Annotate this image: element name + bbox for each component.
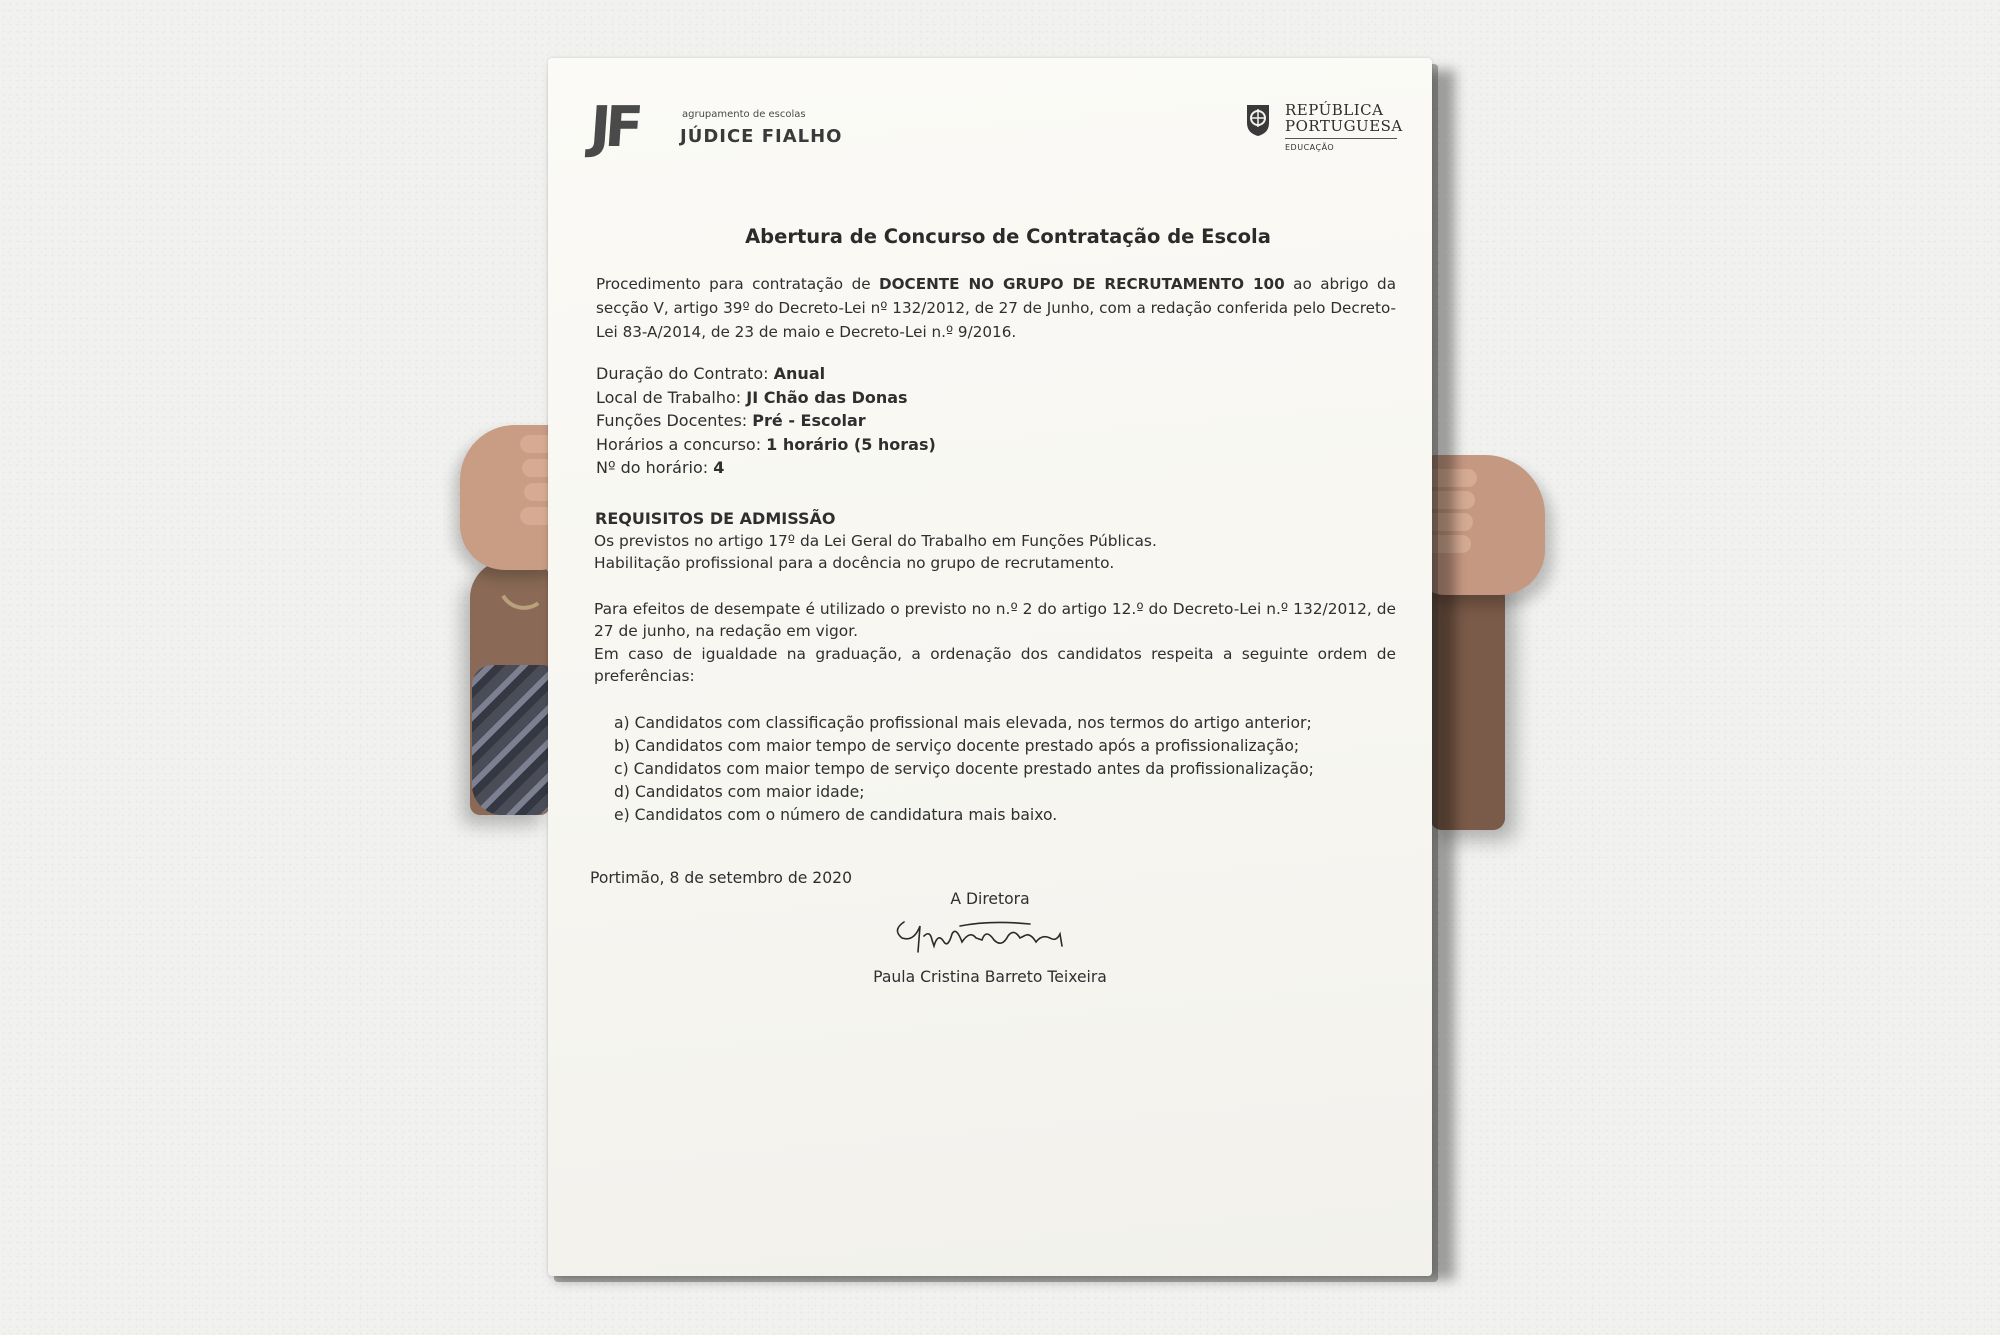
signature-block (820, 890, 1160, 986)
school-name: JÚDICE FIALHO (680, 126, 843, 147)
detail-value: Anual (773, 364, 826, 383)
detail-row (596, 362, 1396, 386)
place-date: Portimão, 8 de setembro de 2020 (590, 868, 852, 887)
detail-label: Funções Docentes: (596, 411, 753, 430)
detail-row (596, 456, 1396, 480)
detail-label: Local de Trabalho: (596, 387, 747, 407)
requirement-item: Os previstos no artigo 17º da Lei Geral do Trabalho em Funções Públicas. (594, 531, 1157, 550)
document-body (590, 225, 1396, 887)
handwritten-signature (890, 912, 1090, 962)
detail-label: Nº do horário: (596, 458, 714, 477)
requirements-heading: REQUISITOS DE ADMISSÃO (595, 508, 836, 528)
detail-row (596, 433, 1396, 457)
detail-value: 1 horário (5 horas) (766, 434, 936, 454)
tiebreak-paragraph: Para efeitos de desempate é utilizado o previsto no n.º 2 do artigo 12.º do Decreto-Lei n.º 132/2012, de 27 de junho, na redação em vigor. (594, 599, 1396, 640)
signatory-name: Paula Cristina Barreto Teixeira (873, 968, 1107, 986)
intro-text-end: ao abrigo da secção V, artigo 39º do Decreto-Lei nº 132/2012, de 27 de Junho, com a redação conferida pelo Decreto-Lei 83-A/2014, de 23 de maio e Decreto-Lei n.º 9/2016. (596, 275, 1397, 341)
signatory-role: A Diretora (950, 890, 1030, 908)
detail-label: Duração do Contrato: (596, 364, 774, 383)
gov-department: EDUCAÇÃO (1285, 143, 1335, 152)
detail-value: JI Chão das Donas (746, 387, 908, 407)
school-logo-subtitle: agrupamento de escolas (682, 109, 806, 120)
gov-divider (1285, 138, 1397, 139)
intro-paragraph (596, 272, 1396, 344)
list-item: b) Candidatos com maior tempo de serviço docente prestado após a profissionalização; (614, 736, 1300, 755)
detail-value: 4 (713, 458, 725, 477)
detail-label: Horários a concurso: (596, 434, 767, 454)
contract-details (596, 362, 1396, 480)
intro-text-bold: DOCENTE NO GRUPO DE RECRUTAMENTO 100 (879, 275, 1285, 293)
preferences-list (614, 712, 1396, 827)
detail-row (596, 386, 1396, 410)
list-item: c) Candidatos com maior tempo de serviço docente prestado antes da profissionalização; (614, 759, 1314, 778)
gov-line2: PORTUGUESA (1285, 117, 1403, 135)
requirement-item: Habilitação profissional para a docência no grupo de recrutamento. (594, 554, 1115, 572)
detail-row (596, 409, 1396, 433)
school-logo: JF (587, 95, 640, 160)
intro-text-start: Procedimento para contratação de (596, 275, 880, 293)
left-sleeve (472, 665, 550, 815)
list-item: d) Candidatos com maior idade; (614, 782, 865, 801)
republic-emblem-icon (1243, 103, 1273, 137)
gov-line1: REPÚBLICA (1285, 101, 1384, 119)
document-title: Abertura de Concurso de Contratação de Escola (745, 225, 1271, 248)
list-item: a) Candidatos com classificação profissional mais elevada, nos termos do artigo anterior; (614, 713, 1312, 732)
detail-value: Pré - Escolar (752, 411, 866, 430)
list-item: e) Candidatos com o número de candidatura mais baixo. (614, 805, 1058, 824)
equality-paragraph: Em caso de igualdade na graduação, a ordenação dos candidatos respeita a seguinte ordem de preferências: (594, 644, 1396, 685)
